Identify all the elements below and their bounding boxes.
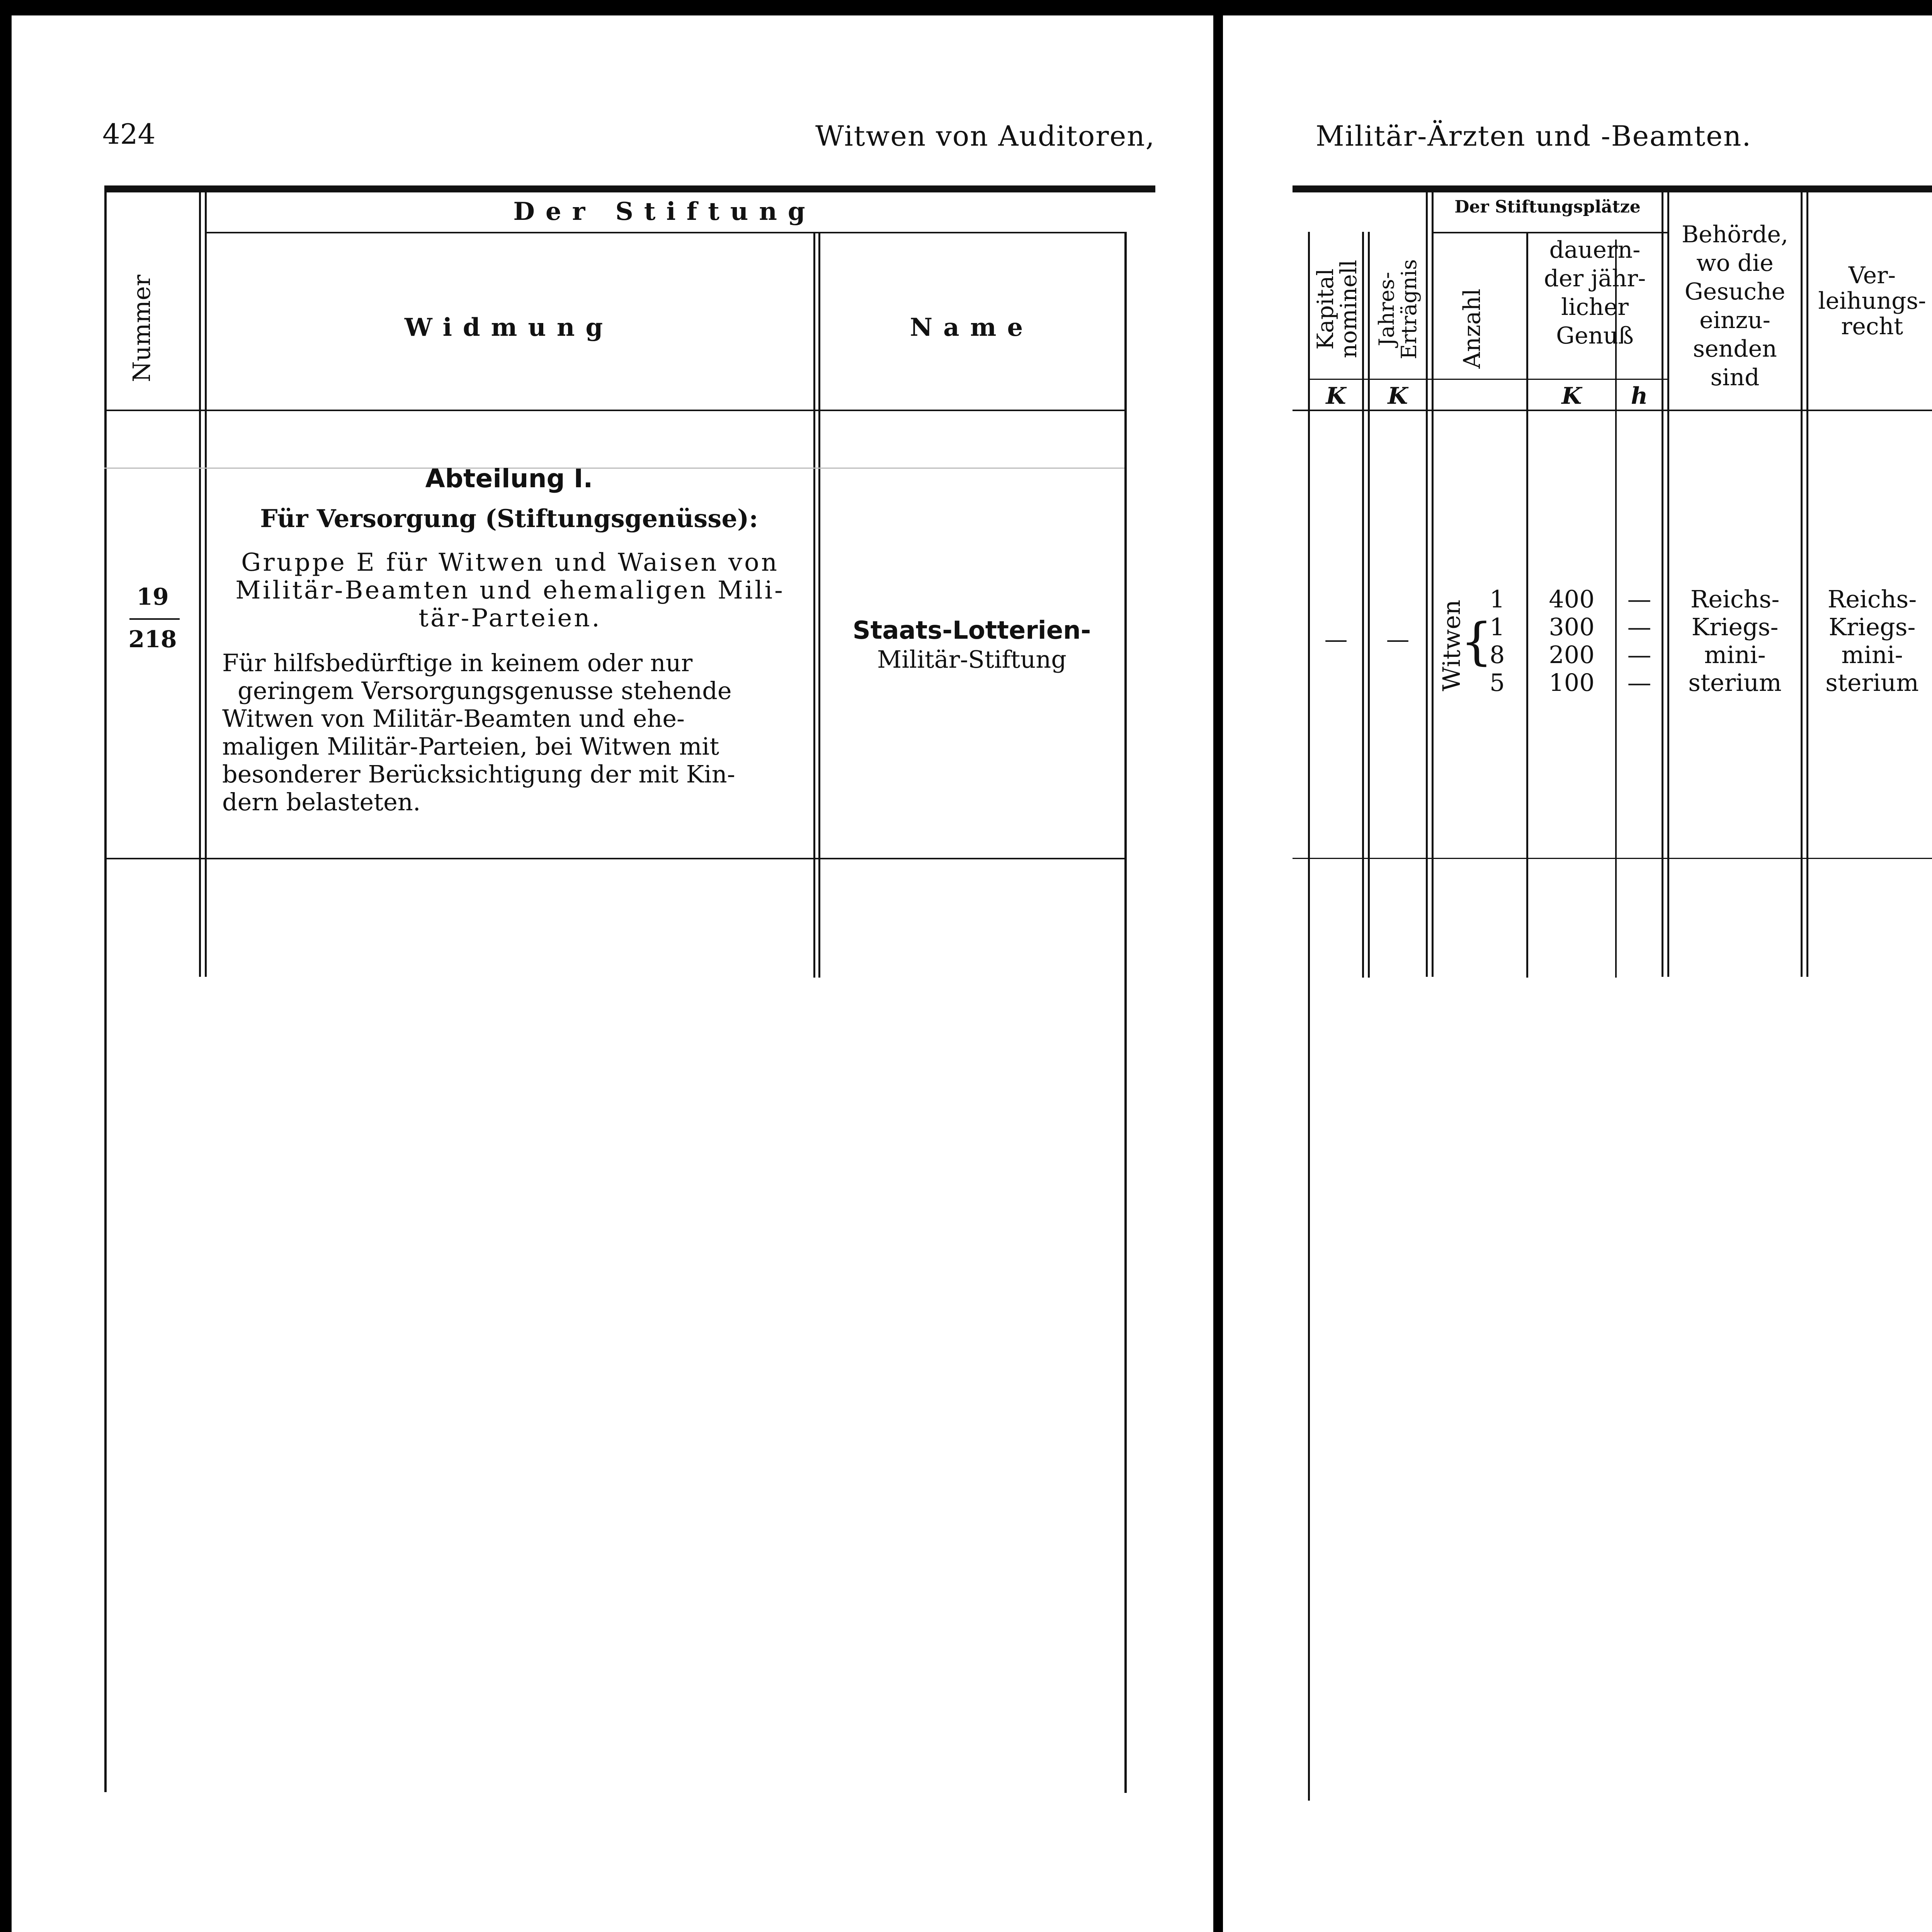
rule bbox=[1662, 192, 1663, 977]
text-line: Militär-Beamten und ehemaligen Mili- bbox=[235, 576, 785, 605]
brace: { bbox=[1461, 612, 1493, 671]
text-line: Reichs- bbox=[1827, 585, 1917, 613]
text-line: recht bbox=[1841, 313, 1903, 340]
amount-h: — bbox=[1627, 585, 1651, 613]
text-line: leihungs- bbox=[1818, 287, 1926, 315]
text-line: sterium bbox=[1825, 668, 1919, 697]
text-line: der jähr- bbox=[1544, 265, 1646, 292]
amount-h: — bbox=[1627, 668, 1651, 697]
page-number: 424 bbox=[102, 118, 156, 150]
text-line: Für hilfsbedürftige in keinem oder nur bbox=[222, 649, 693, 677]
text-line: einzu- bbox=[1699, 307, 1770, 334]
rule bbox=[1426, 192, 1428, 977]
amount-h: — bbox=[1627, 641, 1651, 669]
group-description bbox=[220, 549, 800, 632]
rule bbox=[1432, 232, 1667, 233]
header-ertraegnis: Jahres-Erträgnis bbox=[1374, 259, 1421, 359]
text-line: Ver- bbox=[1848, 262, 1896, 289]
genuss-h-values bbox=[1617, 585, 1662, 697]
unit-k: K bbox=[1326, 383, 1346, 410]
rule bbox=[104, 410, 1124, 411]
behoerde-value bbox=[1669, 585, 1801, 697]
running-head: Witwen von Auditoren, bbox=[815, 120, 1155, 152]
amount-k: 300 bbox=[1549, 613, 1595, 641]
anzahl-values bbox=[1490, 585, 1505, 697]
rule bbox=[1432, 192, 1434, 977]
text-line: Kriegs- bbox=[1691, 613, 1779, 641]
entry-number-top: 19 bbox=[136, 583, 169, 611]
entry-number-bottom: 218 bbox=[128, 626, 177, 653]
widmung-text bbox=[222, 649, 802, 816]
rule bbox=[1308, 379, 1667, 380]
text-line: mini- bbox=[1841, 641, 1903, 669]
amount-k: 400 bbox=[1549, 585, 1595, 613]
top-rule bbox=[1293, 185, 1932, 192]
section-subtitle: Für Versorgung (Stiftungsgenüsse): bbox=[260, 504, 758, 533]
text-line: geringem Versorgungsgenusse stehende bbox=[238, 677, 732, 705]
amount-h: — bbox=[1627, 613, 1651, 641]
rule bbox=[1293, 410, 1932, 411]
right-page bbox=[1223, 15, 1932, 1932]
foundation-name-line1: Staats-Lotterien- bbox=[852, 616, 1091, 645]
text-line: dauern- bbox=[1549, 236, 1641, 264]
header-der-stiftung: Der Stiftung bbox=[513, 197, 816, 226]
rule bbox=[1308, 232, 1310, 1801]
header-verleihung bbox=[1808, 263, 1932, 339]
text-line: Kriegs- bbox=[1828, 613, 1916, 641]
rule bbox=[104, 858, 1124, 859]
top-rule bbox=[104, 185, 1155, 192]
text-line: sind bbox=[1710, 364, 1760, 391]
rule bbox=[1124, 232, 1127, 1793]
rule bbox=[1293, 858, 1932, 859]
text-line: mini- bbox=[1704, 641, 1766, 669]
rule bbox=[813, 232, 815, 978]
text-line: Behörde, bbox=[1681, 221, 1789, 248]
text-line: sterium bbox=[1688, 668, 1782, 697]
text-line: Reichs- bbox=[1690, 585, 1780, 613]
text-line: Gesuche bbox=[1684, 278, 1786, 305]
rule bbox=[104, 192, 107, 1792]
rule bbox=[205, 232, 1124, 233]
anzahl-value: 1 bbox=[1490, 585, 1505, 613]
amount-k: 100 bbox=[1549, 668, 1595, 697]
text-line: senden bbox=[1693, 335, 1777, 362]
rule bbox=[1801, 192, 1803, 977]
rule bbox=[1368, 232, 1370, 978]
number-divider bbox=[129, 618, 180, 620]
header-genuss bbox=[1528, 236, 1662, 350]
unit-k: K bbox=[1561, 383, 1582, 410]
ertraegnis-value: — bbox=[1386, 626, 1410, 653]
verleihung-value bbox=[1808, 585, 1932, 697]
left-page bbox=[12, 15, 1213, 1932]
text-line: wo die bbox=[1696, 250, 1774, 277]
header-widmung: Widmung bbox=[404, 313, 614, 342]
anzahl-value: 8 bbox=[1490, 641, 1505, 669]
text-line: tär-Parteien. bbox=[418, 604, 602, 633]
text-line: dern belasteten. bbox=[222, 788, 421, 816]
anzahl-value: 5 bbox=[1490, 668, 1505, 697]
anzahl-label: Witwen bbox=[1437, 599, 1466, 691]
section-title: Abteilung I. bbox=[425, 464, 593, 493]
text-line: Gruppe E für Witwen und Waisen von bbox=[241, 548, 779, 577]
header-stiftungsplaetze: Der Stiftungsplätze bbox=[1454, 197, 1641, 217]
anzahl-value: 1 bbox=[1490, 613, 1505, 641]
unit-k: K bbox=[1388, 383, 1408, 410]
genuss-k-values bbox=[1528, 585, 1615, 697]
text-line: Witwen von Militär-Beamten und ehe- bbox=[222, 704, 685, 733]
foundation-name-line2: Militär-Stiftung bbox=[877, 645, 1067, 673]
text-line: besonderer Berücksichtigung der mit Kin- bbox=[222, 760, 735, 788]
header-nummer: Nummer bbox=[128, 274, 156, 383]
rule bbox=[818, 232, 820, 978]
header-anzahl: Anzahl bbox=[1459, 288, 1486, 369]
text-line: licher bbox=[1561, 294, 1629, 321]
rule bbox=[1615, 240, 1617, 978]
text-line: Genuß bbox=[1556, 322, 1634, 349]
header-name: Name bbox=[910, 313, 1034, 342]
kapital-value: — bbox=[1324, 626, 1348, 653]
unit-h: h bbox=[1631, 383, 1648, 410]
running-head: Militär-Ärzten und -Beamten. bbox=[1316, 120, 1752, 152]
rule bbox=[1362, 232, 1364, 978]
text-line: maligen Militär-Parteien, bei Witwen mit bbox=[222, 732, 719, 760]
amount-k: 200 bbox=[1549, 641, 1595, 669]
header-kapital: Kapital nominell bbox=[1312, 260, 1362, 359]
header-behoerde bbox=[1669, 220, 1801, 392]
